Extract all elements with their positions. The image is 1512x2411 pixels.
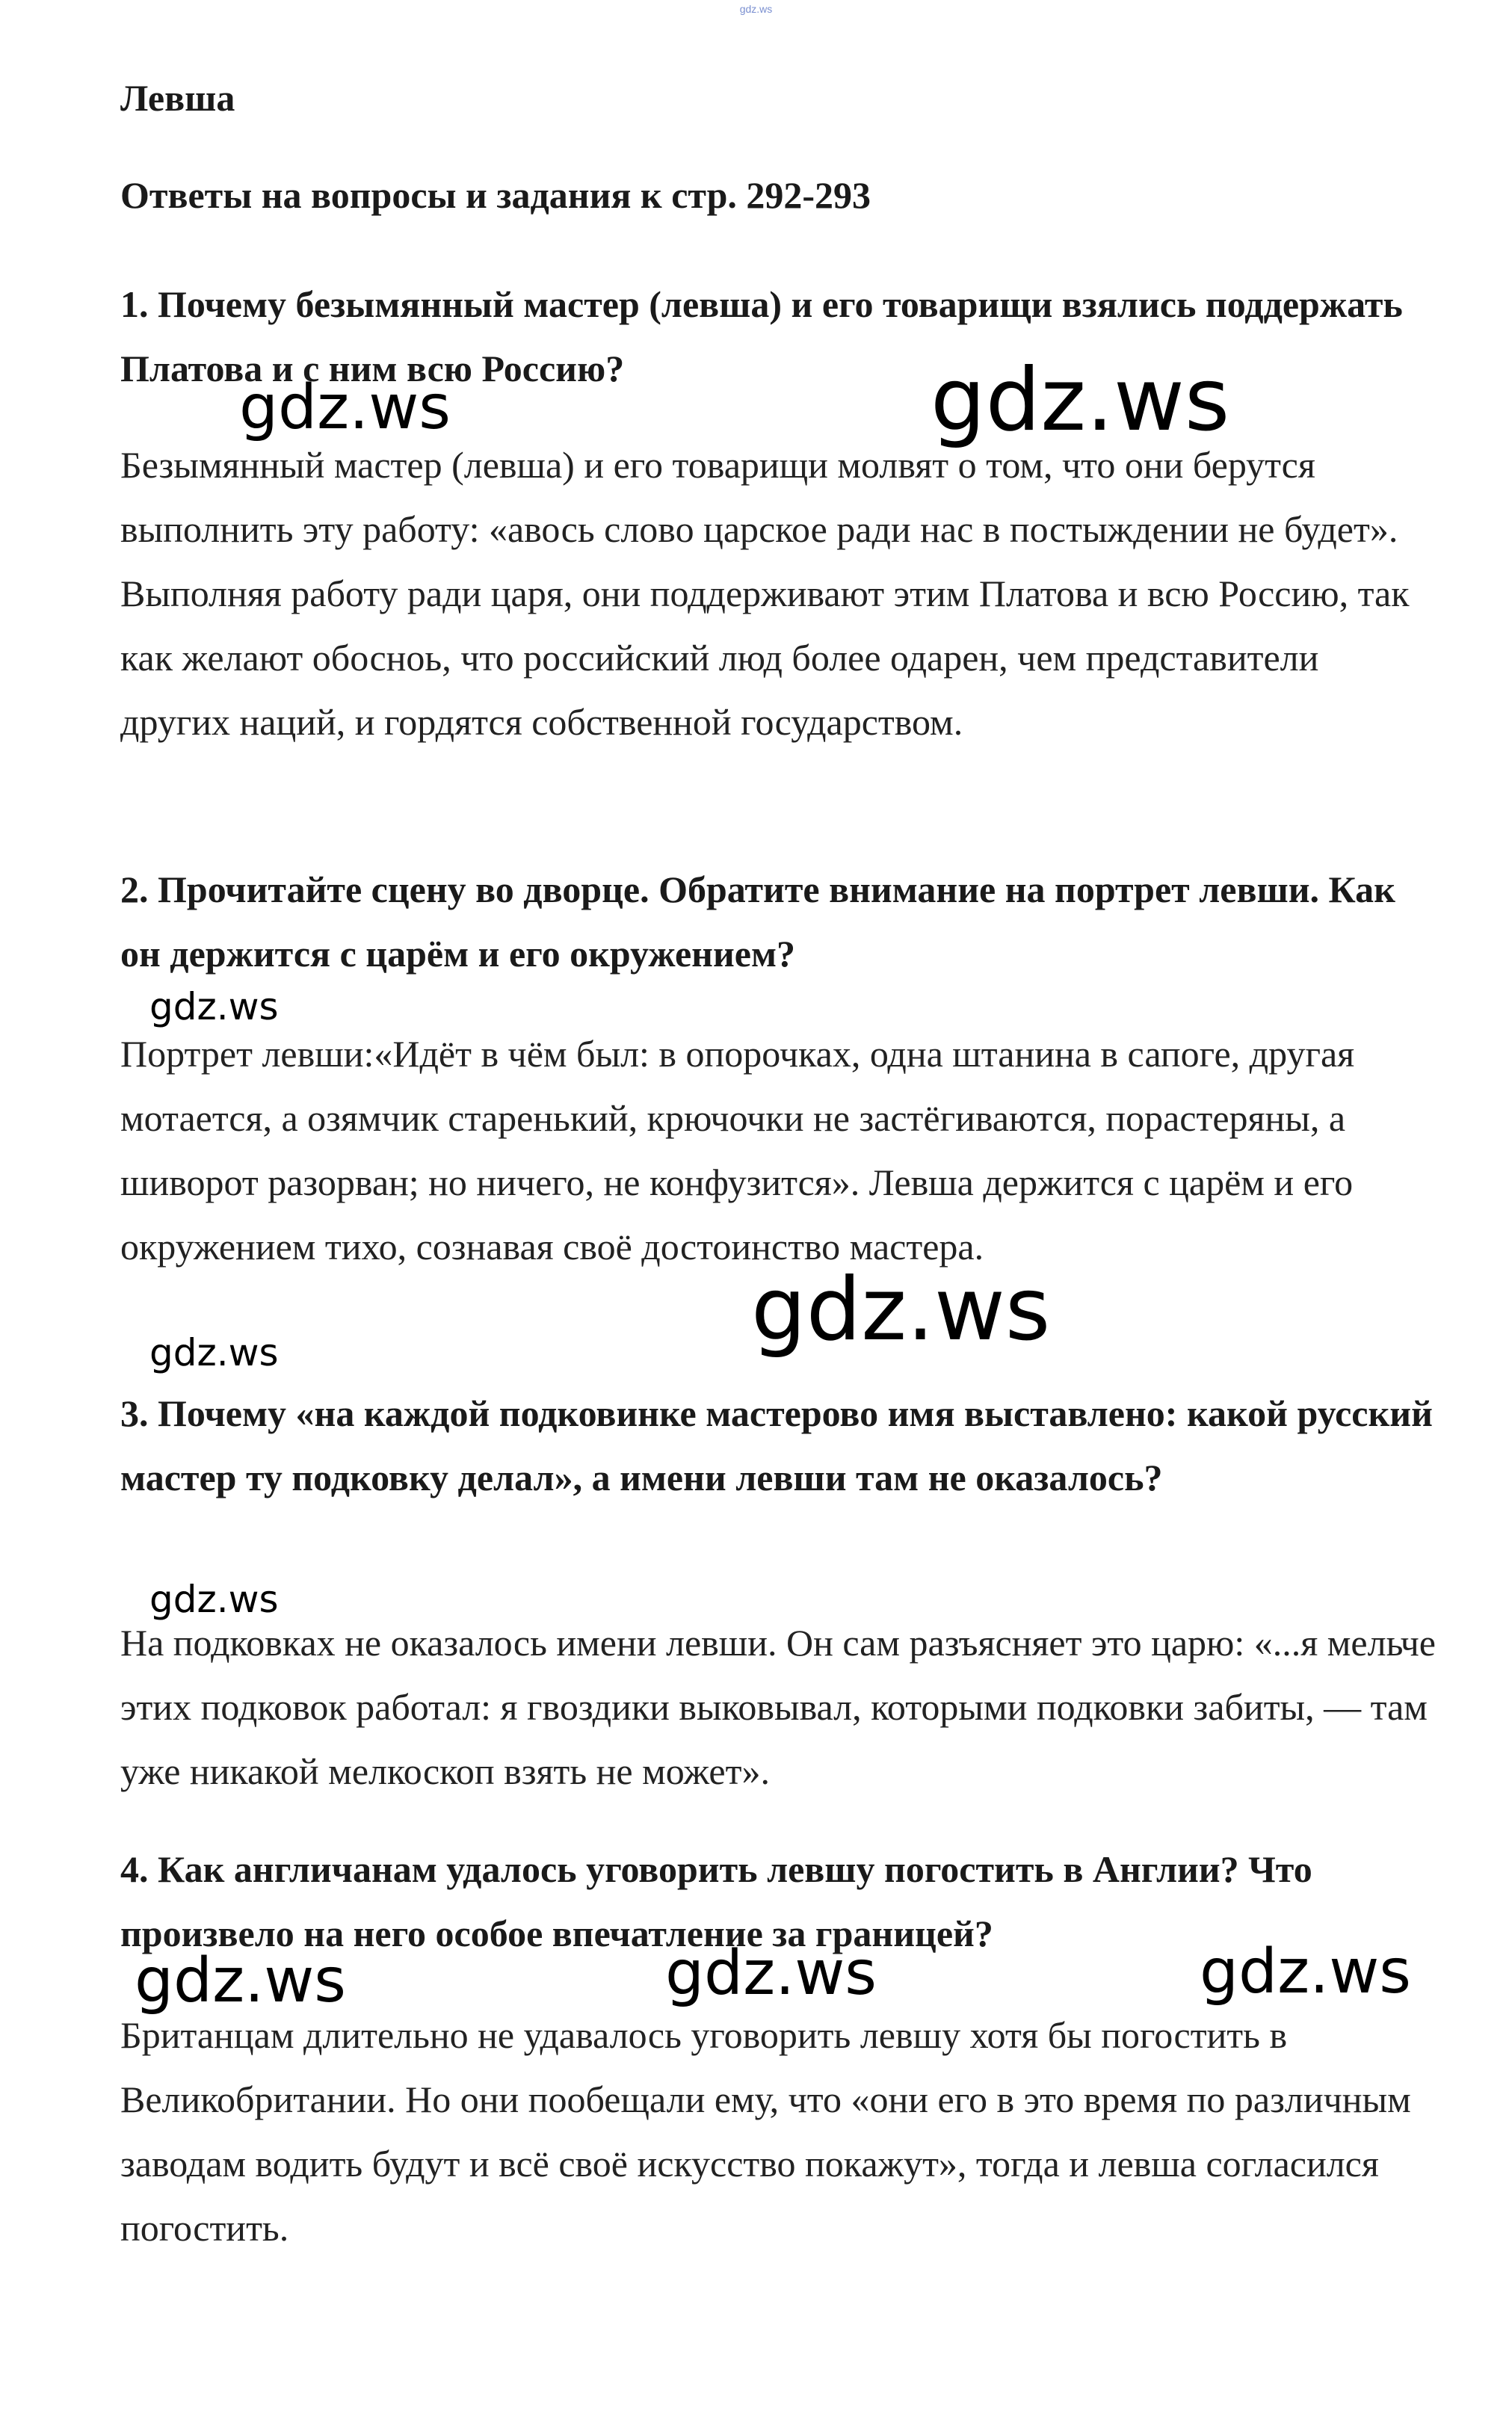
watermark: gdz.ws	[751, 1259, 1051, 1360]
watermark: gdz.ws	[239, 372, 451, 443]
page-subtitle: Ответы на вопросы и задания к стр. 292-293	[120, 174, 871, 216]
watermark: gdz.ws	[149, 1331, 279, 1374]
page-title: Левша	[120, 77, 235, 119]
watermark: gdz.ws	[135, 1945, 346, 2016]
watermark: gdz.ws	[1200, 1936, 1411, 2007]
answer-1: Безымянный мастер (левша) и его товарищи молвят о том, что они берутся выполнить эту работу: «авось слово царское ради нас в постыждении не будет». Выполняя работу ради царя, они поддерживают этим Платова и всю Россию, так как желают обосноь, что российский люд более одарен, чем представители других наций, и гордятся собственной государством.	[120, 444, 1410, 743]
question-4: 4. Как англичанам удалось уговорить левшу погостить в Англии? Что произвело на него особое впечатление за границей?	[120, 1848, 1312, 1954]
watermark: gdz.ws	[149, 1578, 279, 1621]
answer-2: Портрет левши:«Идёт в чём был: в опорочках, одна штанина в сапоге, другая мотается, а озямчик старенький, крючочки не застёгиваются, порастеряны, а шиворот разорван; но ничего, не конфузится». Левша держится с царём и его окружением тихо, сознавая своё достоинство мастера.	[120, 1033, 1355, 1268]
question-3: 3. Почему «на каждой подковинке мастерово имя выставлено: какой русский мастер ту подковку делал», а имени левши там не оказалось?	[120, 1392, 1433, 1498]
watermark: gdz.ws	[665, 1938, 877, 2009]
top-watermark: gdz.ws	[739, 3, 773, 15]
watermark: gdz.ws	[931, 350, 1230, 451]
watermark: gdz.ws	[149, 985, 279, 1028]
question-2: 2. Прочитайте сцену во дворце. Обратите внимание на портрет левши. Как он держится с царём и его окружением?	[120, 868, 1395, 975]
answer-3: На подковках не оказалось имени левши. Он сам разъясняет это царю: «...я мельче этих подковок работал: я гвоздики выковывал, которыми подковки забиты, — там уже никакой мелкоскоп взять не может».	[120, 1622, 1436, 1792]
answer-4: Британцам длительно не удавалось уговорить левшу хотя бы погостить в Великобритании. Но они пообещали ему, что «они его в это время по различным заводам водить будут и всё своё искусство покажут», тогда и левша согласился погостить.	[120, 2014, 1411, 2249]
question-1: 1. Почему безымянный мастер (левша) и его товарищи взялись поддержать Платова и с ним всю Россию?	[120, 283, 1403, 389]
